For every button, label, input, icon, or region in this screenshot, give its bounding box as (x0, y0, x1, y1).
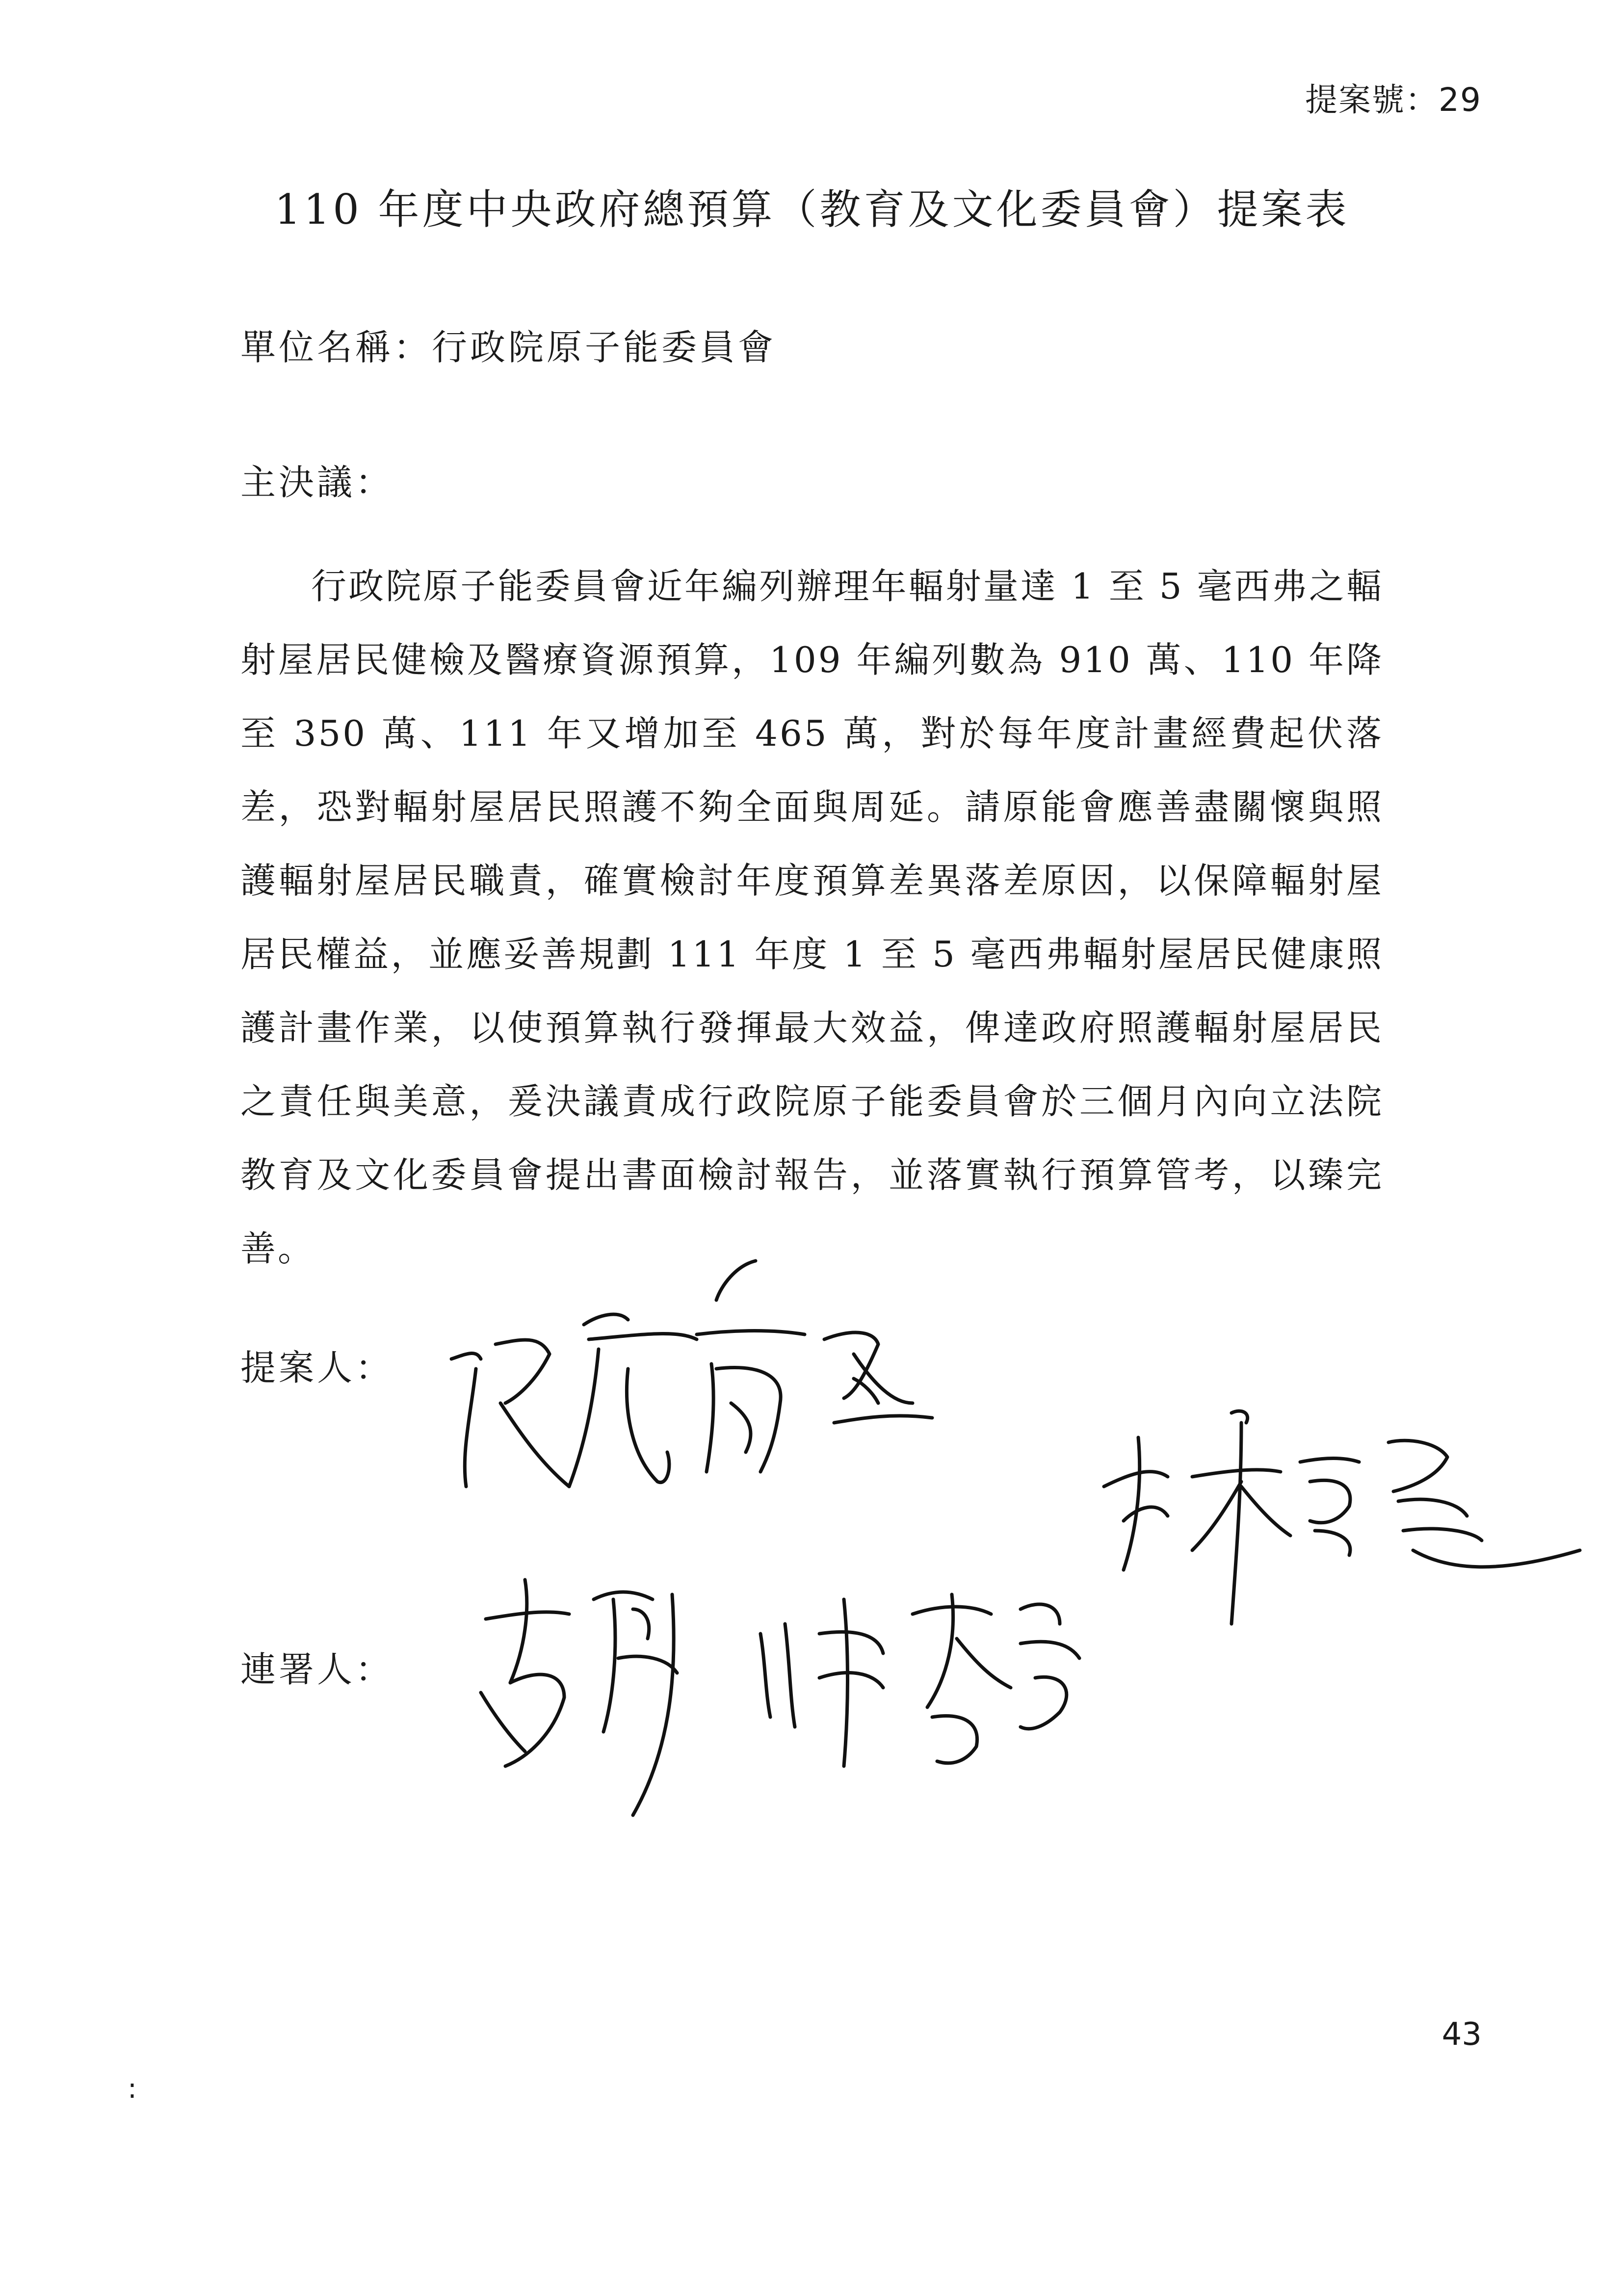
resolution-text: 行政院原子能委員會近年編列辦理年輻射量達 1 至 5 毫西弗之輻射屋居民健檢及醫療資源預算，109 年編列數為 910 萬、110 年降至 350 萬、111 年又增加至 465 萬，對於每年度計畫經費起伏落差，恐對輻射屋居民照護不夠全面與周延。請原能會應善盡關懷與照護輻射屋居民職責，確實檢討年度預算差異落差原因，以保障輻射屋居民權益，並應妥善規劃 111 年度 1 至 5 毫西弗輻射屋居民健康照護計畫作業，以使預算執行發揮最大效益，俾達政府照護輻射屋居民之責任與美意，爰決議責成行政院原子能委員會於三個月內向立法院教育及文化委員會提出書面檢討報告，並落實執行預算管考，以臻完善。 (240, 566, 1384, 1269)
margin-mark: : (128, 2073, 137, 2105)
cosigner-signature-2 (746, 1580, 1089, 1786)
proposal-number: 提案號：29 (1305, 81, 1482, 119)
cosigner-signature-3 (1094, 1393, 1585, 1648)
cosigner-label: 連署人： (240, 1649, 394, 1690)
page-number: 43 (1441, 2016, 1482, 2053)
resolution-label: 主決議： (240, 462, 394, 503)
proposer-label: 提案人： (240, 1347, 394, 1388)
unit-name-line: 單位名稱：行政院原子能委員會 (240, 327, 777, 368)
proposer-signature (422, 1256, 986, 1531)
document-title: 110 年度中央政府總預算（教育及文化委員會）提案表 (274, 185, 1350, 234)
cosigner-signature-1 (466, 1570, 721, 1825)
